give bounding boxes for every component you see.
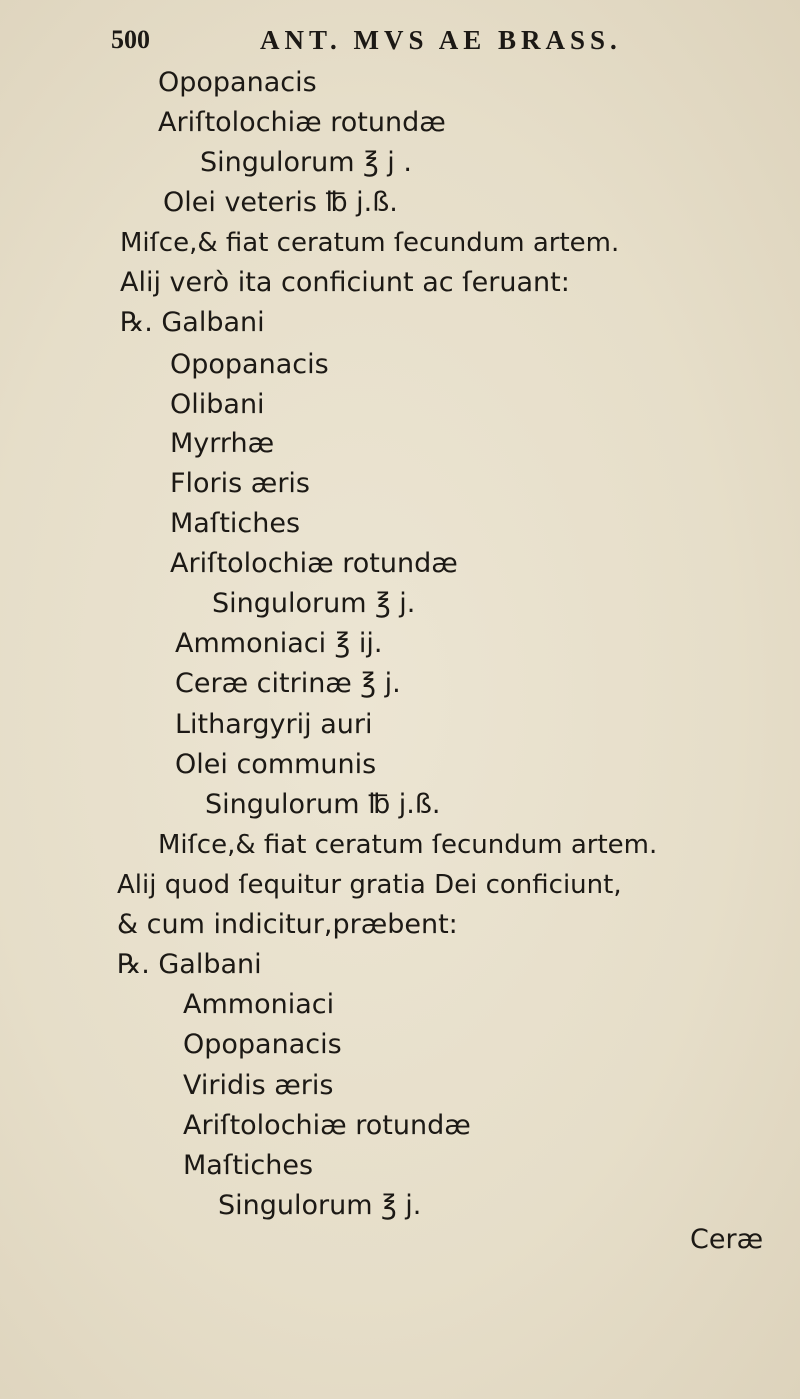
text-line: Opopanacis: [183, 1029, 342, 1060]
text-line: Myrrhæ: [170, 428, 275, 459]
text-line: Ceræ citrinæ ℥ j.: [175, 668, 401, 699]
text-line: ℞. Galbani: [120, 307, 265, 338]
text-line: Opopanacis: [170, 349, 329, 380]
text-line: Ammoniaci ℥ ij.: [175, 628, 383, 659]
text-line: Olei veteris ℔ j.ß.: [163, 187, 398, 218]
text-line: Maſtiches: [183, 1150, 314, 1181]
text-line: Miſce,& fiat ceratum ſecundum artem.: [158, 830, 658, 860]
text-line: Ammoniaci: [183, 989, 335, 1020]
text-line: Alij quod ſequitur gratia Dei conficiunt,: [117, 870, 622, 900]
text-line: Ariſtolochiæ rotundæ: [183, 1110, 471, 1141]
text-line: Floris æris: [170, 468, 310, 499]
text-line: Lithargyrij auri: [175, 709, 373, 740]
text-line: Singulorum ℥ j.: [218, 1190, 422, 1221]
running-head: ANT. MVS AE BRASS.: [260, 25, 622, 55]
text-line: Viridis æris: [183, 1070, 334, 1101]
catchword: Ceræ: [690, 1224, 764, 1255]
text-line: ℞. Galbani: [117, 949, 262, 980]
text-line: Singulorum ℥ j.: [212, 588, 416, 619]
text-line: Singulorum ℔ j.ß.: [205, 789, 441, 820]
text-line: Alij verò ita conficiunt ac ſeruant:: [120, 267, 570, 298]
text-line: Olei communis: [175, 749, 377, 780]
text-line: Singulorum ℥ j .: [200, 147, 412, 178]
text-line: Olibani: [170, 389, 265, 420]
page-number: 500: [111, 25, 150, 54]
text-line: Ariſtolochiæ rotundæ: [158, 107, 446, 138]
text-line: Miſce,& fiat ceratum ſecundum artem.: [120, 228, 620, 258]
text-line: Maſtiches: [170, 508, 301, 539]
text-line: Ariſtolochiæ rotundæ: [170, 548, 458, 579]
text-line: Opopanacis: [158, 67, 317, 98]
text-line: & cum indicitur,præbent:: [117, 909, 458, 940]
